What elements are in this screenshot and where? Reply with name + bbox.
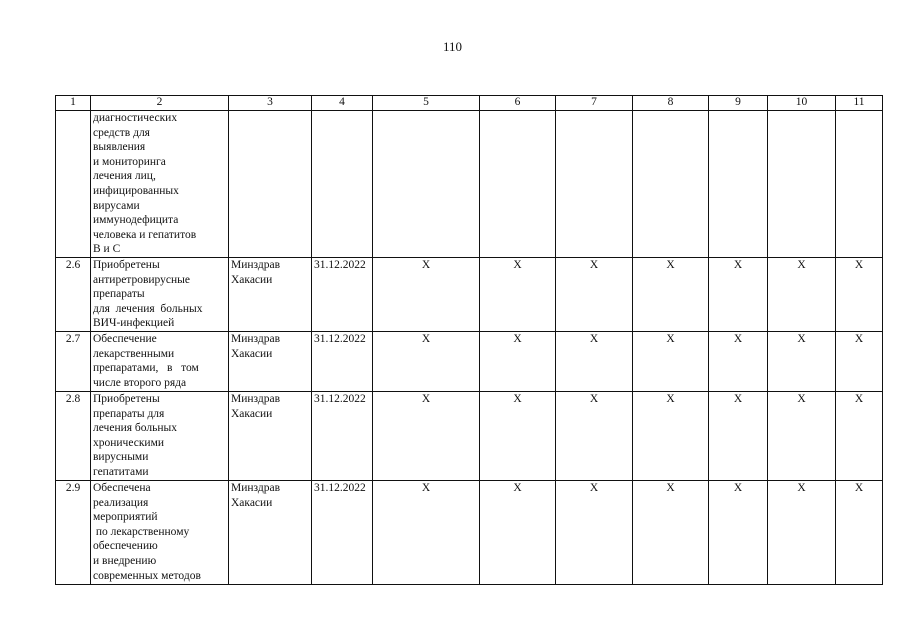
row-number-cell: [56, 111, 91, 258]
deadline-date: 31.12.2022: [312, 257, 373, 331]
x-mark: X: [836, 331, 883, 391]
deadline-date: 31.12.2022: [312, 480, 373, 584]
x-mark: X: [709, 480, 768, 584]
name-line: вирусами: [93, 199, 140, 212]
column-header: 7: [556, 96, 633, 111]
empty-cell: [556, 111, 633, 258]
column-header: 2: [91, 96, 229, 111]
x-mark: X: [480, 257, 556, 331]
x-mark: X: [373, 391, 480, 480]
x-mark: X: [556, 391, 633, 480]
x-mark: X: [480, 331, 556, 391]
name-line: антиретровирусные: [93, 273, 190, 286]
row-number: 2.9: [56, 480, 91, 584]
name-line: инфицированных: [93, 184, 179, 197]
name-line: мероприятий: [93, 511, 158, 524]
x-mark: X: [633, 391, 709, 480]
measure-name-cell: [91, 391, 229, 480]
empty-cell: [229, 111, 312, 258]
x-mark: X: [556, 331, 633, 391]
empty-cell: [836, 111, 883, 258]
x-mark: X: [480, 480, 556, 584]
name-line: реализация: [93, 496, 149, 509]
name-line: препараты: [93, 288, 145, 301]
x-mark: X: [836, 257, 883, 331]
measure-name-cell: [91, 480, 229, 584]
x-mark: X: [373, 257, 480, 331]
executor-line: Хакасии: [231, 496, 273, 509]
x-mark: X: [836, 480, 883, 584]
x-mark: X: [709, 391, 768, 480]
executor-cell: [229, 391, 312, 480]
continuation-row: [56, 111, 883, 258]
empty-cell: [480, 111, 556, 258]
name-line: лечения лиц,: [93, 170, 156, 183]
column-header: 10: [768, 96, 836, 111]
executor-line: Минздрав: [231, 481, 281, 494]
x-mark: X: [709, 257, 768, 331]
name-line: и мониторинга: [93, 155, 166, 168]
x-mark: X: [768, 391, 836, 480]
x-mark: X: [768, 480, 836, 584]
executor-line: Минздрав: [231, 332, 281, 345]
executor-line: Хакасии: [231, 347, 273, 360]
name-line: выявления: [93, 141, 146, 154]
name-line: вирусными: [93, 451, 149, 464]
x-mark: X: [556, 480, 633, 584]
x-mark: X: [556, 257, 633, 331]
name-line: хроническими: [93, 436, 165, 449]
column-header: 11: [836, 96, 883, 111]
x-mark: X: [480, 391, 556, 480]
column-header: 6: [480, 96, 556, 111]
measure-name-cell: [91, 331, 229, 391]
measure-name-cell: [91, 257, 229, 331]
name-line: препараты для: [93, 407, 165, 420]
name-line: Приобретены: [93, 258, 160, 271]
row-number: 2.7: [56, 331, 91, 391]
x-mark: X: [373, 480, 480, 584]
empty-cell: [768, 111, 836, 258]
name-line: числе второго ряда: [93, 376, 187, 389]
name-line: средств для: [93, 126, 150, 139]
table-row: [56, 480, 883, 584]
name-line: по лекарственному: [93, 525, 190, 538]
executor-cell: [229, 331, 312, 391]
name-line: Приобретены: [93, 392, 160, 405]
x-mark: X: [633, 331, 709, 391]
x-mark: X: [768, 257, 836, 331]
name-line: препаратами, в том: [93, 362, 199, 375]
table-row: [56, 257, 883, 331]
name-line: иммунодефицита: [93, 214, 179, 227]
empty-cell: [373, 111, 480, 258]
column-header: 1: [56, 96, 91, 111]
executor-cell: [229, 480, 312, 584]
row-number: 2.8: [56, 391, 91, 480]
x-mark: X: [633, 257, 709, 331]
x-mark: X: [768, 331, 836, 391]
column-header: 3: [229, 96, 312, 111]
empty-cell: [709, 111, 768, 258]
name-line: лечения больных: [93, 422, 177, 435]
name-line: обеспечению: [93, 540, 158, 553]
table-row: [56, 391, 883, 480]
name-line: лекарственными: [93, 347, 175, 360]
column-header: 9: [709, 96, 768, 111]
column-header: 5: [373, 96, 480, 111]
name-line: человека и гепатитов: [93, 228, 197, 241]
x-mark: X: [373, 331, 480, 391]
empty-cell: [312, 111, 373, 258]
deadline-date: 31.12.2022: [312, 331, 373, 391]
x-mark: X: [709, 331, 768, 391]
continuation-name-cell: [91, 111, 229, 258]
empty-cell: [633, 111, 709, 258]
executor-line: Минздрав: [231, 258, 281, 271]
name-line: диагностических: [93, 112, 178, 124]
executor-line: Хакасии: [231, 407, 273, 420]
name-line: Обеспечена: [93, 481, 151, 494]
table-row: [56, 331, 883, 391]
executor-line: Минздрав: [231, 392, 281, 405]
plan-table: [55, 95, 883, 585]
name-line: Обеспечение: [93, 332, 157, 345]
name-line: для лечения больных: [93, 302, 203, 315]
name-line: современных методов: [93, 569, 201, 582]
x-mark: X: [633, 480, 709, 584]
column-number-row: [56, 96, 883, 111]
name-line: и внедрению: [93, 554, 157, 567]
column-header: 8: [633, 96, 709, 111]
executor-cell: [229, 257, 312, 331]
executor-line: Хакасии: [231, 273, 273, 286]
column-header: 4: [312, 96, 373, 111]
row-number: 2.6: [56, 257, 91, 331]
name-line: В и С: [93, 243, 121, 256]
name-line: ВИЧ-инфекцией: [93, 317, 175, 330]
name-line: гепатитами: [93, 465, 149, 478]
page-number: 110: [442, 39, 463, 54]
x-mark: X: [836, 391, 883, 480]
deadline-date: 31.12.2022: [312, 391, 373, 480]
